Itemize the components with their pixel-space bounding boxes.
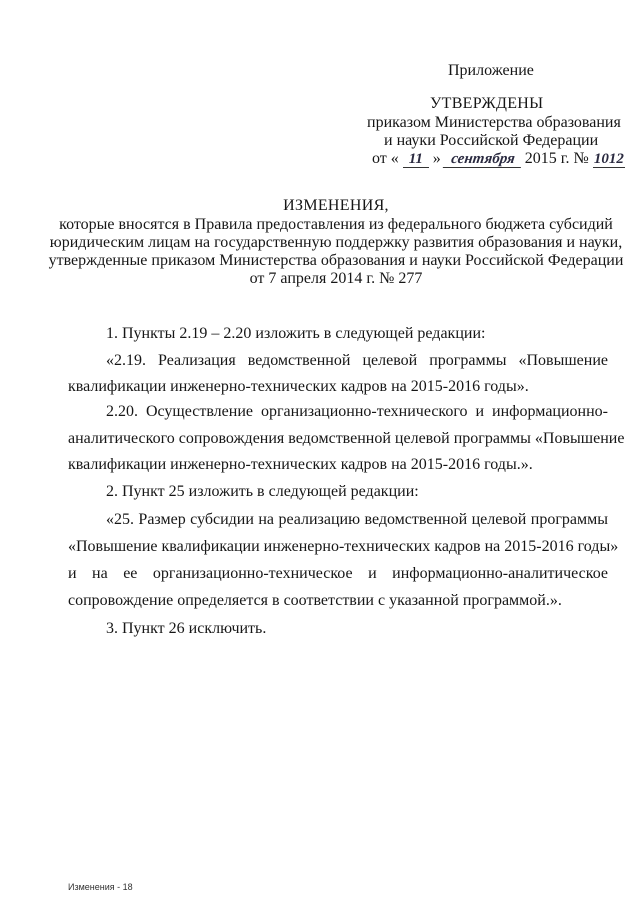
item-1-b-line-1: 2.20. Осуществление организационно-технического и информационно-	[106, 403, 608, 420]
order-line-2: и науки Российской Федерации	[384, 132, 599, 149]
item-2-a-line-4: сопровождение определяется в соответствии с указанной программой.».	[68, 592, 562, 609]
approved-label: УТВЕРЖДЕНЫ	[430, 95, 544, 112]
item-2-a-line-3: и на ее организационно-техническое и информационно-аналитическое	[68, 565, 608, 582]
handwritten-month: сентября	[443, 151, 523, 168]
document-heading: ИЗМЕНЕНИЯ,	[283, 197, 389, 214]
title-line-1: которые вносятся в Правила предоставления из федерального бюджета субсидий	[59, 216, 613, 233]
date-mid: »	[432, 150, 441, 167]
item-2: 2. Пункт 25 изложить в следующей редакции:	[106, 483, 419, 500]
title-line-4: от 7 апреля 2014 г. № 277	[249, 270, 423, 287]
item-1-b-line-3: квалификации инженерно-технических кадров на 2015-2016 годы.».	[68, 456, 533, 473]
footer-label: Изменения - 18	[68, 882, 133, 892]
date-year: 2015 г. №	[524, 150, 589, 167]
item-2-a-line-1: «25. Размер субсидии на реализацию ведомственной целевой программы	[106, 511, 608, 528]
item-1-b-line-2: аналитического сопровождения ведомственной целевой программы «Повышение	[68, 430, 625, 447]
item-1-a-line-1: «2.19. Реализация ведомственной целевой программы «Повышение	[106, 352, 608, 369]
item-1-a-line-2: квалификации инженерно-технических кадров на 2015-2016 годы».	[68, 378, 529, 395]
item-2-a-line-2: «Повышение квалификации инженерно-технических кадров на 2015-2016 годы»	[68, 538, 619, 555]
item-3: 3. Пункт 26 исключить.	[106, 620, 267, 637]
handwritten-day: 11	[403, 151, 429, 168]
title-line-3: утвержденные приказом Министерства образования и науки Российской Федерации	[48, 252, 624, 269]
date-prefix: от «	[372, 150, 399, 167]
appendix-label: Приложение	[448, 62, 534, 79]
title-line-2: юридическим лицам на государственную поддержку развития образования и науки,	[49, 234, 623, 251]
item-1: 1. Пункты 2.19 – 2.20 изложить в следующей редакции:	[106, 325, 486, 342]
order-line-1: приказом Министерства образования	[367, 114, 621, 131]
handwritten-order-number: 1012	[593, 151, 624, 167]
order-date-line	[372, 150, 625, 168]
